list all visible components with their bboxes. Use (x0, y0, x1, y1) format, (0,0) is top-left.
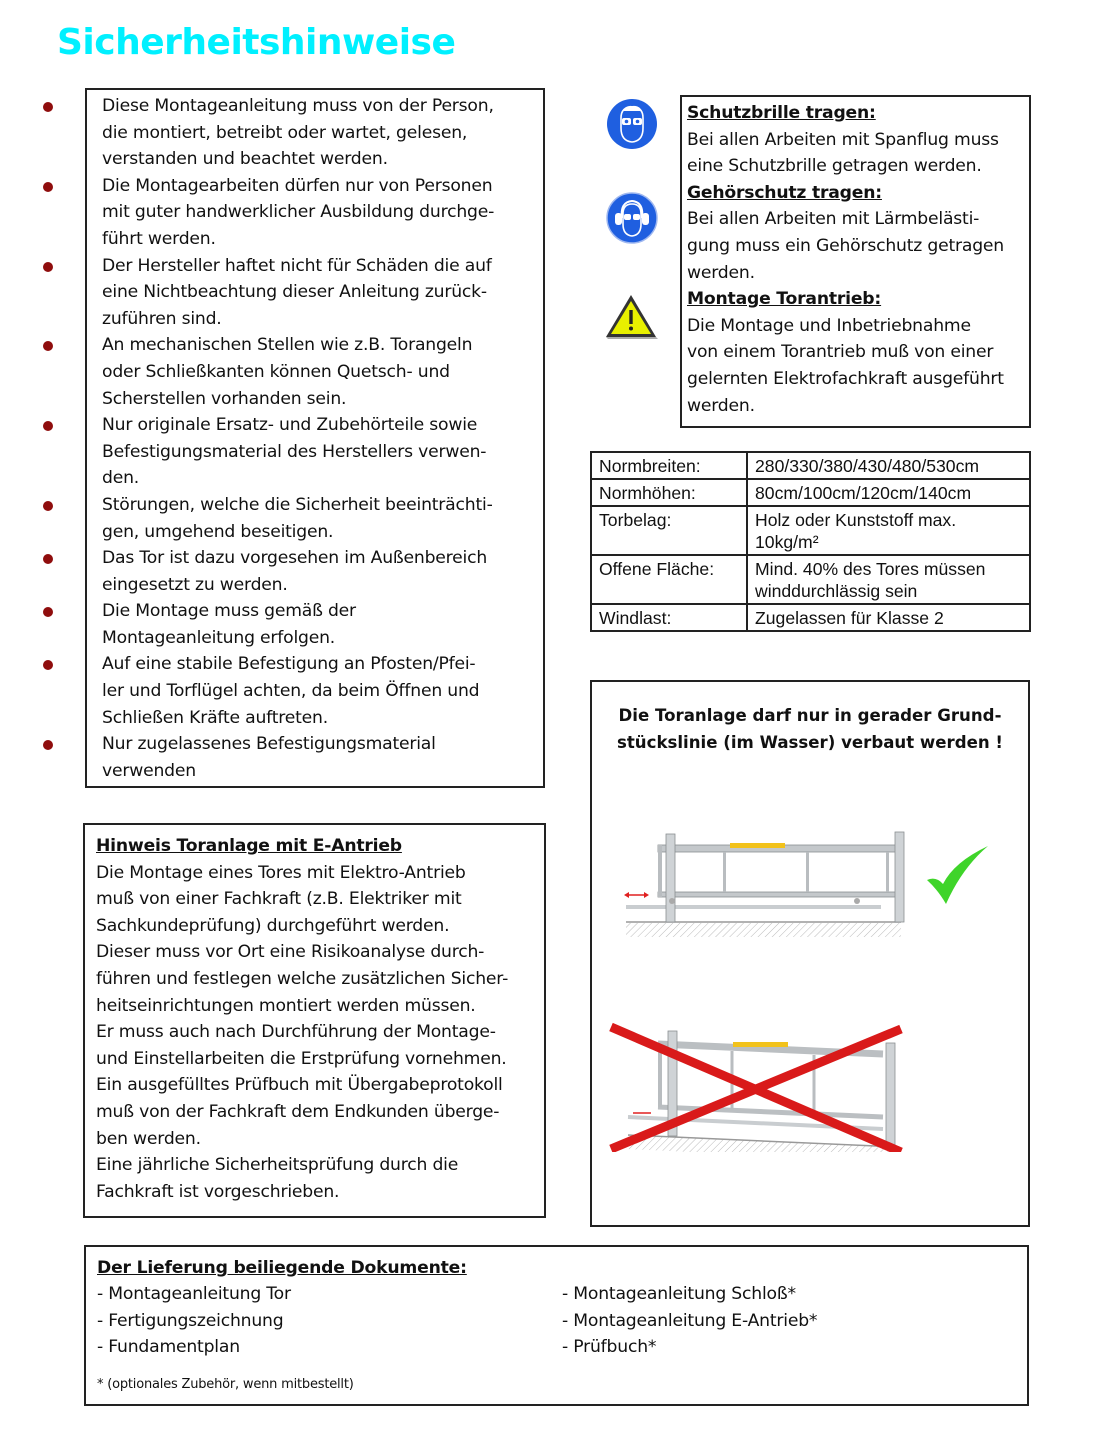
electric-drive-heading: Hinweis Toranlage mit E-Antrieb (96, 836, 402, 856)
bullet-dot-icon (43, 660, 53, 670)
gate-drive-text: Die Montage und Inbetriebnahme von einem Torantrieb muß von einer gelernten Elektrofachkraft ausgeführt werden. (687, 315, 1004, 416)
table-row: Normbreiten: 280/330/380/430/480/530cm (591, 452, 1030, 479)
ear-protection-sign-icon (606, 192, 658, 244)
table-row: Windlast: Zugelassen für Klasse 2 (591, 604, 1030, 631)
gate-installation-note: Die Toranlage darf nur in gerader Grund- stückslinie (im Wasser) verbaut werden ! (617, 706, 1003, 752)
checkmark-icon (922, 842, 992, 912)
gate-installation-box (590, 680, 1030, 1227)
bullet-item: Die Montage muss gemäß der Montageanleitung erfolgen. (102, 598, 535, 651)
bullet-dot-icon (43, 554, 53, 564)
bullet-item: Störungen, welche die Sicherheit beeinträchti- gen, umgehend beseitigen. (102, 492, 535, 545)
optional-accessories-footnote: * (optionales Zubehör, wenn mitbestellt) (97, 1377, 354, 1392)
list-item: - Montageanleitung Schloß* (562, 1284, 796, 1304)
ear-protection-text: Bei allen Arbeiten mit Lärmbelästi- gung muss ein Gehörschutz getragen werden. (687, 209, 1004, 283)
bullet-item: Auf eine stabile Befestigung an Pfosten/Pfei- ler und Torflügel achten, da beim Öffnen und Schließen Kräfte auftreten. (102, 651, 535, 731)
page-title: Sicherheitshinweise (57, 22, 456, 63)
bullet-dot-icon (43, 262, 53, 272)
documents-list-left (97, 1281, 291, 1361)
bullet-dot-icon (43, 421, 53, 431)
incorrect-gate-illustration (598, 1017, 918, 1152)
goggles-text: Bei allen Arbeiten mit Spanflug muss eine Schutzbrille getragen werden. (687, 129, 999, 177)
warning-triangle-sign-icon (604, 293, 658, 339)
table-row: Torbelag: Holz oder Kunststoff max. 10kg/m² (591, 506, 1030, 555)
specifications-table (590, 451, 1031, 632)
bullet-item: Nur originale Ersatz- und Zubehörteile sowie Befestigungsmaterial des Herstellers verwen- den. (102, 412, 535, 492)
safety-bullet-list-box (85, 88, 545, 788)
bullet-dot-icon (43, 182, 53, 192)
gate-drive-heading: Montage Torantrieb: (687, 289, 882, 310)
safety-bullet-list (102, 93, 535, 784)
list-item: - Montageanleitung E-Antrieb* (562, 1310, 818, 1331)
bullet-item: An mechanischen Stellen wie z.B. Torangeln oder Schließkanten können Quetsch- und Scherstellen vorhanden sein. (102, 332, 535, 412)
bullet-item: Das Tor ist dazu vorgesehen im Außenbereich eingesetzt zu werden. (102, 545, 535, 598)
bullet-item: Der Hersteller haftet nicht für Schäden die auf eine Nichtbeachtung dieser Anleitung zurück- zuführen sind. (102, 253, 535, 333)
included-documents-heading: Der Lieferung beiliegende Dokumente: (97, 1258, 467, 1278)
bullet-item: Die Montagearbeiten dürfen nur von Personen mit guter handwerklicher Ausbildung durchge- führt werden. (102, 173, 535, 253)
bullet-dot-icon (43, 607, 53, 617)
list-item: - Prüfbuch* (562, 1337, 657, 1358)
safety-instructions-box (680, 95, 1031, 428)
included-documents-box (84, 1245, 1029, 1406)
bullet-dot-icon (43, 341, 53, 351)
bullet-item: Nur zugelassenes Befestigungsmaterial verwenden (102, 731, 535, 784)
electric-drive-notice-box (83, 823, 546, 1218)
ear-protection-heading: Gehörschutz tragen: (687, 182, 882, 203)
electric-drive-text: Die Montage eines Tores mit Elektro-Antrieb muß von einer Fachkraft (z.B. Elektriker mit Sachkundeprüfung) durchgeführt werden. Dieser muss vor Ort eine Risikoanalyse durch- führen und festlegen welche zusätzlichen Sicher- heitseinrichtungen montiert werden müssen. Er muss auch nach Durchführung der Montage- und Einstellarbeiten die Erstprüfung vornehmen. Ein ausgefülltes Prüfbuch mit Übergabeprotokoll muß von der Fachkraft dem Endkunden überge- ben werden. Eine jährliche Sicherheitsprüfung durch die Fachkraft ist vorgeschrieben. (96, 862, 509, 1202)
bullet-dot-icon (43, 740, 53, 750)
list-item: - Fertigungszeichnung (97, 1310, 284, 1331)
goggles-heading: Schutzbrille tragen: (687, 103, 876, 123)
bullet-dot-icon (43, 501, 53, 511)
documents-list-right (562, 1281, 817, 1361)
bullet-item: Diese Montageanleitung muss von der Person, die montiert, betreibt oder wartet, gelesen, verstanden und beachtet werden. (102, 93, 535, 173)
table-row: Offene Fläche: Mind. 40% des Tores müssen winddurchlässig sein (591, 555, 1030, 604)
list-item: - Fundamentplan (97, 1337, 240, 1358)
table-row: Normhöhen: 80cm/100cm/120cm/140cm (591, 479, 1030, 506)
bullet-dot-icon (43, 102, 53, 112)
safety-goggles-sign-icon (606, 98, 658, 150)
list-item: - Montageanleitung Tor (97, 1284, 291, 1304)
